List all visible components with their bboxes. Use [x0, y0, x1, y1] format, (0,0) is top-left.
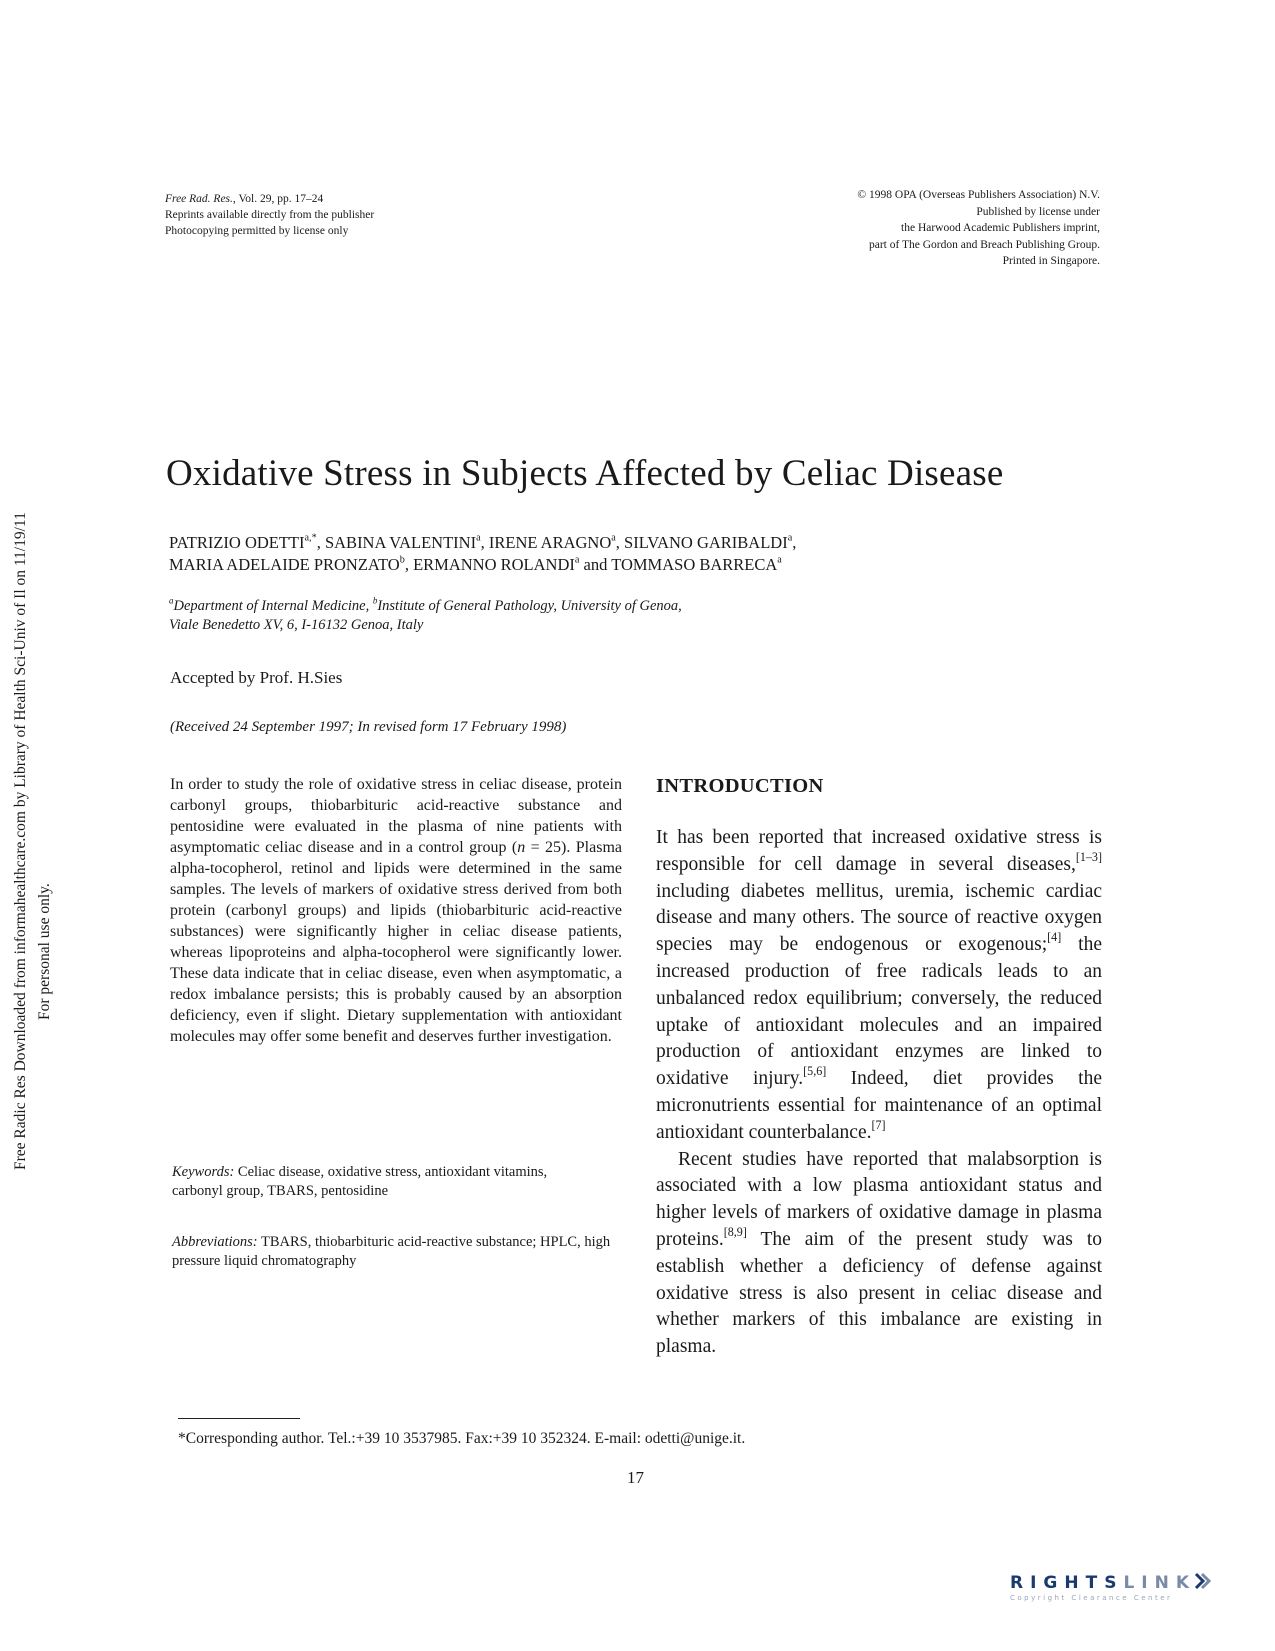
rightslink-tagline: Copyright Clearance Center: [1010, 1594, 1173, 1602]
author-name: SILVANO GARIBALDI: [624, 533, 788, 552]
author-separator: ,: [792, 533, 797, 552]
author-affiliation-mark: b: [399, 554, 405, 566]
affiliation-mark-a: a: [169, 595, 174, 606]
affiliation-address: Viale Benedetto XV, 6, I-16132 Genoa, Italy: [169, 617, 424, 633]
author-name: ERMANNO ROLANDI: [413, 555, 575, 574]
author-name: PATRIZIO ODETTI: [169, 533, 305, 552]
citation-ref[interactable]: [8,9]: [723, 1224, 747, 1239]
footnote-divider: [178, 1418, 300, 1419]
intro-text: including diabetes mellitus, uremia, ischemic cardiac disease and many others. The source of reactive oxygen species may be endogenous or exogenous;: [656, 880, 1102, 956]
abstract-text-1: In order to study the role of oxidative stress in celiac disease, protein carbonyl groups, thiobarbituric acid-reactive substance and pentosidine were evaluated in the plasma of nine patients with asymptomatic celiac disease and in a control group (: [170, 776, 622, 856]
journal-header: [165, 191, 374, 239]
author-line-2: [169, 554, 796, 576]
imprint-line: the Harwood Academic Publishers imprint,: [901, 222, 1100, 234]
author-separator: ,: [316, 533, 325, 552]
group-line: part of The Gordon and Breach Publishing Group.: [868, 238, 1100, 251]
introduction-body: [656, 825, 1102, 1361]
corresponding-author-footnote: *Corresponding author. Tel.:+39 10 3537985. Fax:+39 10 352324. E-mail: odetti@unige.it.: [178, 1430, 746, 1447]
rightslink-word-link: LINK: [1123, 1573, 1196, 1593]
introduction-paragraph-1: [656, 825, 1102, 1147]
page-number: 17: [627, 1468, 644, 1487]
author-name: MARIA ADELAIDE PRONZATO: [169, 555, 400, 574]
department-b: Institute of General Pathology, University of Genoa,: [377, 598, 682, 614]
abstract-text-2: = 25). Plasma alpha-tocopherol, retinol and lipids were determined in the same samples. The levels of markers of oxidative stress derived from both protein (carbonyl groups) and lipids (thiobarbituric acid-reactive substances) were significantly higher in celiac disease patients, whereas lipoproteins and alpha-tocopherol were significantly lower. These data indicate that in celiac disease, even when asymptomatic, a redox imbalance persists; this is probably caused by an absorption deficiency, even if slight. Dietary supplementation with antioxidant molecules may offer some benefit and deserves further investigation.: [170, 839, 622, 1045]
department-a: Department of Internal Medicine,: [173, 598, 373, 614]
abbreviations-label: Abbreviations:: [172, 1234, 258, 1250]
abbreviations: [172, 1233, 612, 1271]
author-affiliation-mark: a: [574, 554, 580, 566]
author-list: [169, 532, 796, 576]
author-name: SABINA VALENTINI: [324, 533, 477, 552]
author-name: TOMMASO BARRECA: [611, 555, 778, 574]
author-line-1: [169, 532, 796, 554]
author-affiliation-mark: a: [476, 532, 481, 544]
citation-ref[interactable]: [5,6]: [803, 1064, 827, 1079]
abbreviations-text: TBARS, thiobarbituric acid-reactive substance; HPLC, high pressure liquid chromatography: [172, 1234, 611, 1269]
author-separator: and: [579, 555, 612, 574]
intro-text: It has been reported that increased oxidative stress is responsible for cell damage in several diseases,: [656, 827, 1102, 875]
keywords-text: Celiac disease, oxidative stress, antioxidant vitamins, carbonyl group, TBARS, pentosidine: [172, 1164, 548, 1199]
copyright-line: © 1998 OPA (Overseas Publishers Association) N.V.: [857, 189, 1100, 201]
license-line: Published by license under: [976, 205, 1100, 218]
keywords-label: Keywords:: [172, 1164, 235, 1180]
rightslink-wordmark: [1010, 1572, 1242, 1593]
journal-name: Free Rad. Res.: [165, 193, 233, 205]
intro-text: The aim of the present study was to establish whether a deficiency of defense against oxidative stress is also present in celiac disease and whether markers of this imbalance are existing in plasma.: [656, 1228, 1102, 1358]
rightslink-arrow-icon: [1192, 1572, 1212, 1590]
citation-ref[interactable]: [7]: [871, 1117, 886, 1132]
personal-use-notice: For personal use only.: [36, 883, 53, 1020]
introduction-paragraph-2: [656, 1147, 1102, 1361]
author-separator: ,: [404, 555, 414, 574]
abstract-n-variable: n: [517, 839, 526, 856]
photocopy-note: Photocopying permitted by license only: [165, 225, 349, 237]
abstract: [170, 774, 622, 1047]
intro-text: the increased production of free radicals leads to an unbalanced redox equilibrium; conversely, the reduced uptake of antioxidant molecules and an impaired production of antioxidant enzymes are linked to oxidative injury.: [656, 934, 1103, 1090]
received-dates: (Received 24 September 1997; In revised form 17 February 1998): [170, 719, 567, 735]
author-affiliation-mark: a,*: [304, 532, 317, 544]
printed-line: Printed in Singapore.: [1002, 255, 1100, 267]
citation-ref[interactable]: [1–3]: [1075, 849, 1102, 864]
author-separator: ,: [615, 533, 625, 552]
download-notice: Free Radic Res Downloaded from informahealthcare.com by Library of Health Sci-Univ of Il on 11/19/11: [12, 512, 29, 1170]
citation-ref[interactable]: [4]: [1047, 930, 1062, 945]
publisher-header: [857, 187, 1100, 270]
side-margin-note: [10, 470, 70, 1170]
journal-citation: [165, 191, 374, 207]
affiliation-line-1: [169, 597, 682, 616]
accepted-by: Accepted by Prof. H.Sies: [170, 668, 343, 687]
intro-text: Indeed, diet provides the micronutrients essential for maintenance of an optimal antioxidant counterbalance.: [656, 1068, 1102, 1143]
affiliation: [169, 597, 682, 635]
intro-text: Recent studies have reported that malabsorption is associated with a low plasma antioxidant status and higher levels of markers of oxidative damage in plasma proteins.: [656, 1148, 1102, 1250]
affiliation-mark-b: b: [372, 595, 378, 606]
author-affiliation-mark: a: [787, 532, 793, 544]
keywords: [172, 1163, 592, 1201]
journal-volume: , Vol. 29, pp. 17–24: [232, 193, 324, 205]
rightslink-logo[interactable]: [1010, 1572, 1242, 1612]
author-affiliation-mark: a: [777, 554, 782, 566]
paper-title: Oxidative Stress in Subjects Affected by Celiac Disease: [166, 453, 1004, 494]
introduction-heading: INTRODUCTION: [656, 775, 824, 797]
author-separator: ,: [480, 533, 489, 552]
author-name: IRENE ARAGNO: [488, 533, 612, 552]
reprints-note: Reprints available directly from the publisher: [165, 209, 375, 221]
author-affiliation-mark: a: [611, 532, 616, 544]
rightslink-word-rights: RIGHTS: [1010, 1573, 1124, 1593]
